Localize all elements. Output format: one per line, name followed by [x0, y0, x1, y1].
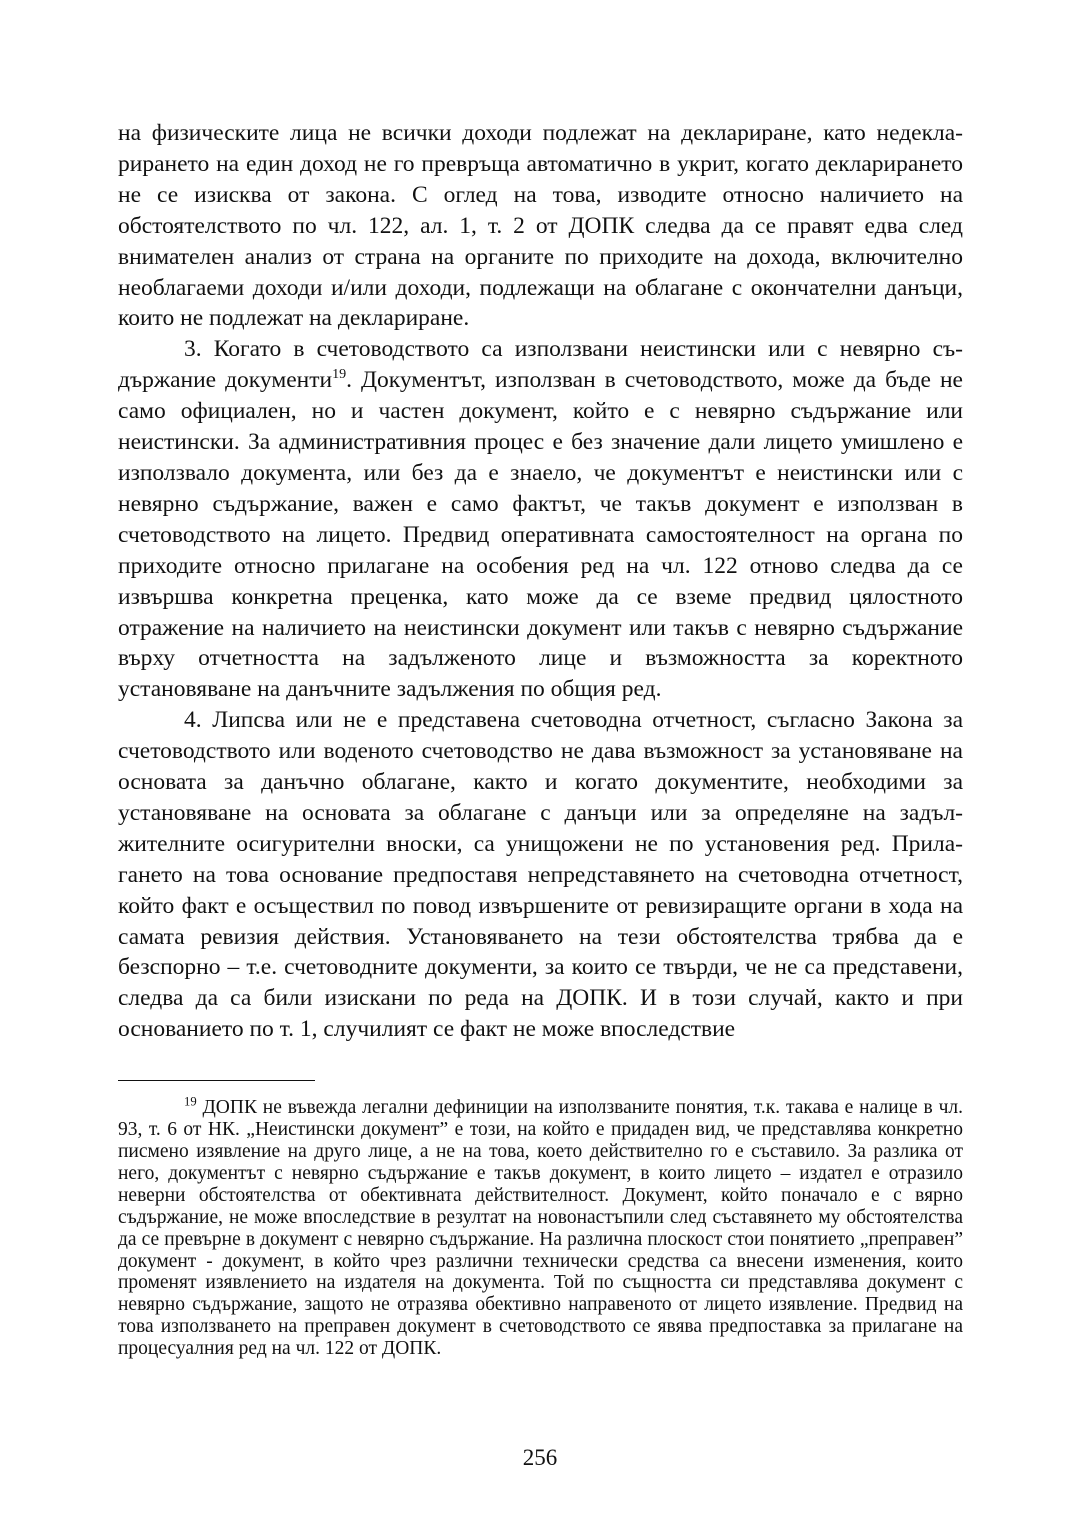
- footnote: [118, 1094, 963, 1360]
- paragraph-item-3: [118, 334, 963, 705]
- footnote-text: ДОПК не въвежда легални дефиниции на използваните понятия, т.к. такава е налице в чл. 93, т. 6 от НК. „Неистински документ” е този, на който е придаден вид, че представлява конкретно писмено изявление на друго лице, а не на това, което действително го е съставило. За разлика от него, документът с невярно съдържание е такъв документ, в които лицето – издател е отразило неверни обстоятелства от обективната действителност. Документ, който поначало е с вярно съдържание, не може впоследствие в резултат на новонастъпили след съставянето му обстоятелства да се превърне в документ с невярно съдържание. На различна плоскост стои понятието „преправен” документ - документ, в който чрез различни технически средства са внесени изменения, които променят изявлението на издателя на документа. Той по същността си представлява документ с невярно съдържание, защото не отразява обективно направеното от лицето изявление. Предвид на това използването на преправен документ в счетоводството се явява предпоставка за прилагане на процесуалния ред на чл. 122 от ДОПК.: [118, 1097, 963, 1360]
- footnote-paragraph: [118, 1094, 963, 1360]
- body-text: [118, 118, 963, 1045]
- paragraph-continuation: на физическите лица не всички доходи подлежат на деклариране, като недекларирането на един доход не го превръща автоматично в укрит, когато декларирането не се изисква от закона. С оглед на това, изводите относно наличието на обстоятелството по чл. 122, ал. 1, т. 2 от ДОПК следва да се правят едва след внимателен анализ от страна на органите по приходите на дохода, включително необлагаеми доходи и/или доходи, подлежащи на облагане с окончателни данъци, които не подлежат на деклариране.: [118, 120, 963, 332]
- paragraph-item-4: 4. Липсва или не е представена счетоводна отчетност, съгласно Закона за счетоводството или воденото счетоводство не дава възможност за установяване на основата за данъчно облагане, както и когато документите, необходими за установяване на основата за облагане с данъци или за определяне на задължителните осигурителни вноски, са унищожени не по установения ред. Прилагането на това основание предпоставя непредставянето на счетоводна отчетност, който факт е осъществил по повод извършените от ревизиращите органи в хода на самата ревизия действия. Установяването на тези обстоятелства трябва да е безспорно – т.е. счетоводните документи, за които се твърди, че не са представени, следва да са били изискани по реда на ДОПК. И в този случай, както и при основанието по т. 1, случилият се факт не може впоследствие: [118, 707, 963, 1043]
- page-number: 256: [522, 1445, 558, 1470]
- page-content: [118, 118, 963, 1360]
- footnote-separator: [118, 1080, 315, 1081]
- footnote-marker: 19: [184, 1094, 197, 1109]
- paragraph-item-3-text: 3. Когато в счетоводството са използвани неистински или с невярно съдържание документи: [118, 336, 963, 394]
- footnote-reference: 19: [332, 366, 347, 383]
- paragraph-item-3-text-continued: . Документът, използван в счетоводството, може да бъде не само официален, но и частен документ, който е с невярно съдържание или неистински. За административния процес е без значение дали лицето умишлено е използвало документа, или без да е знаело, че документът е неистински или с невярно съдържание, важен е само фактът, че такъв документ е използван в счетоводството на лицето. Предвид оперативната самостоятелност на органа по приходите относно прилагане на особения ред на чл. 122 отново следва да се извършва конкретна преценка, като може да се вземе предвид цялостното отражение на наличието на неистински документ или такъв с невярно съдържание върху отчетността на задълженото лице и възможността за коректното установяване на данъчните задължения по общия ред.: [118, 367, 963, 703]
